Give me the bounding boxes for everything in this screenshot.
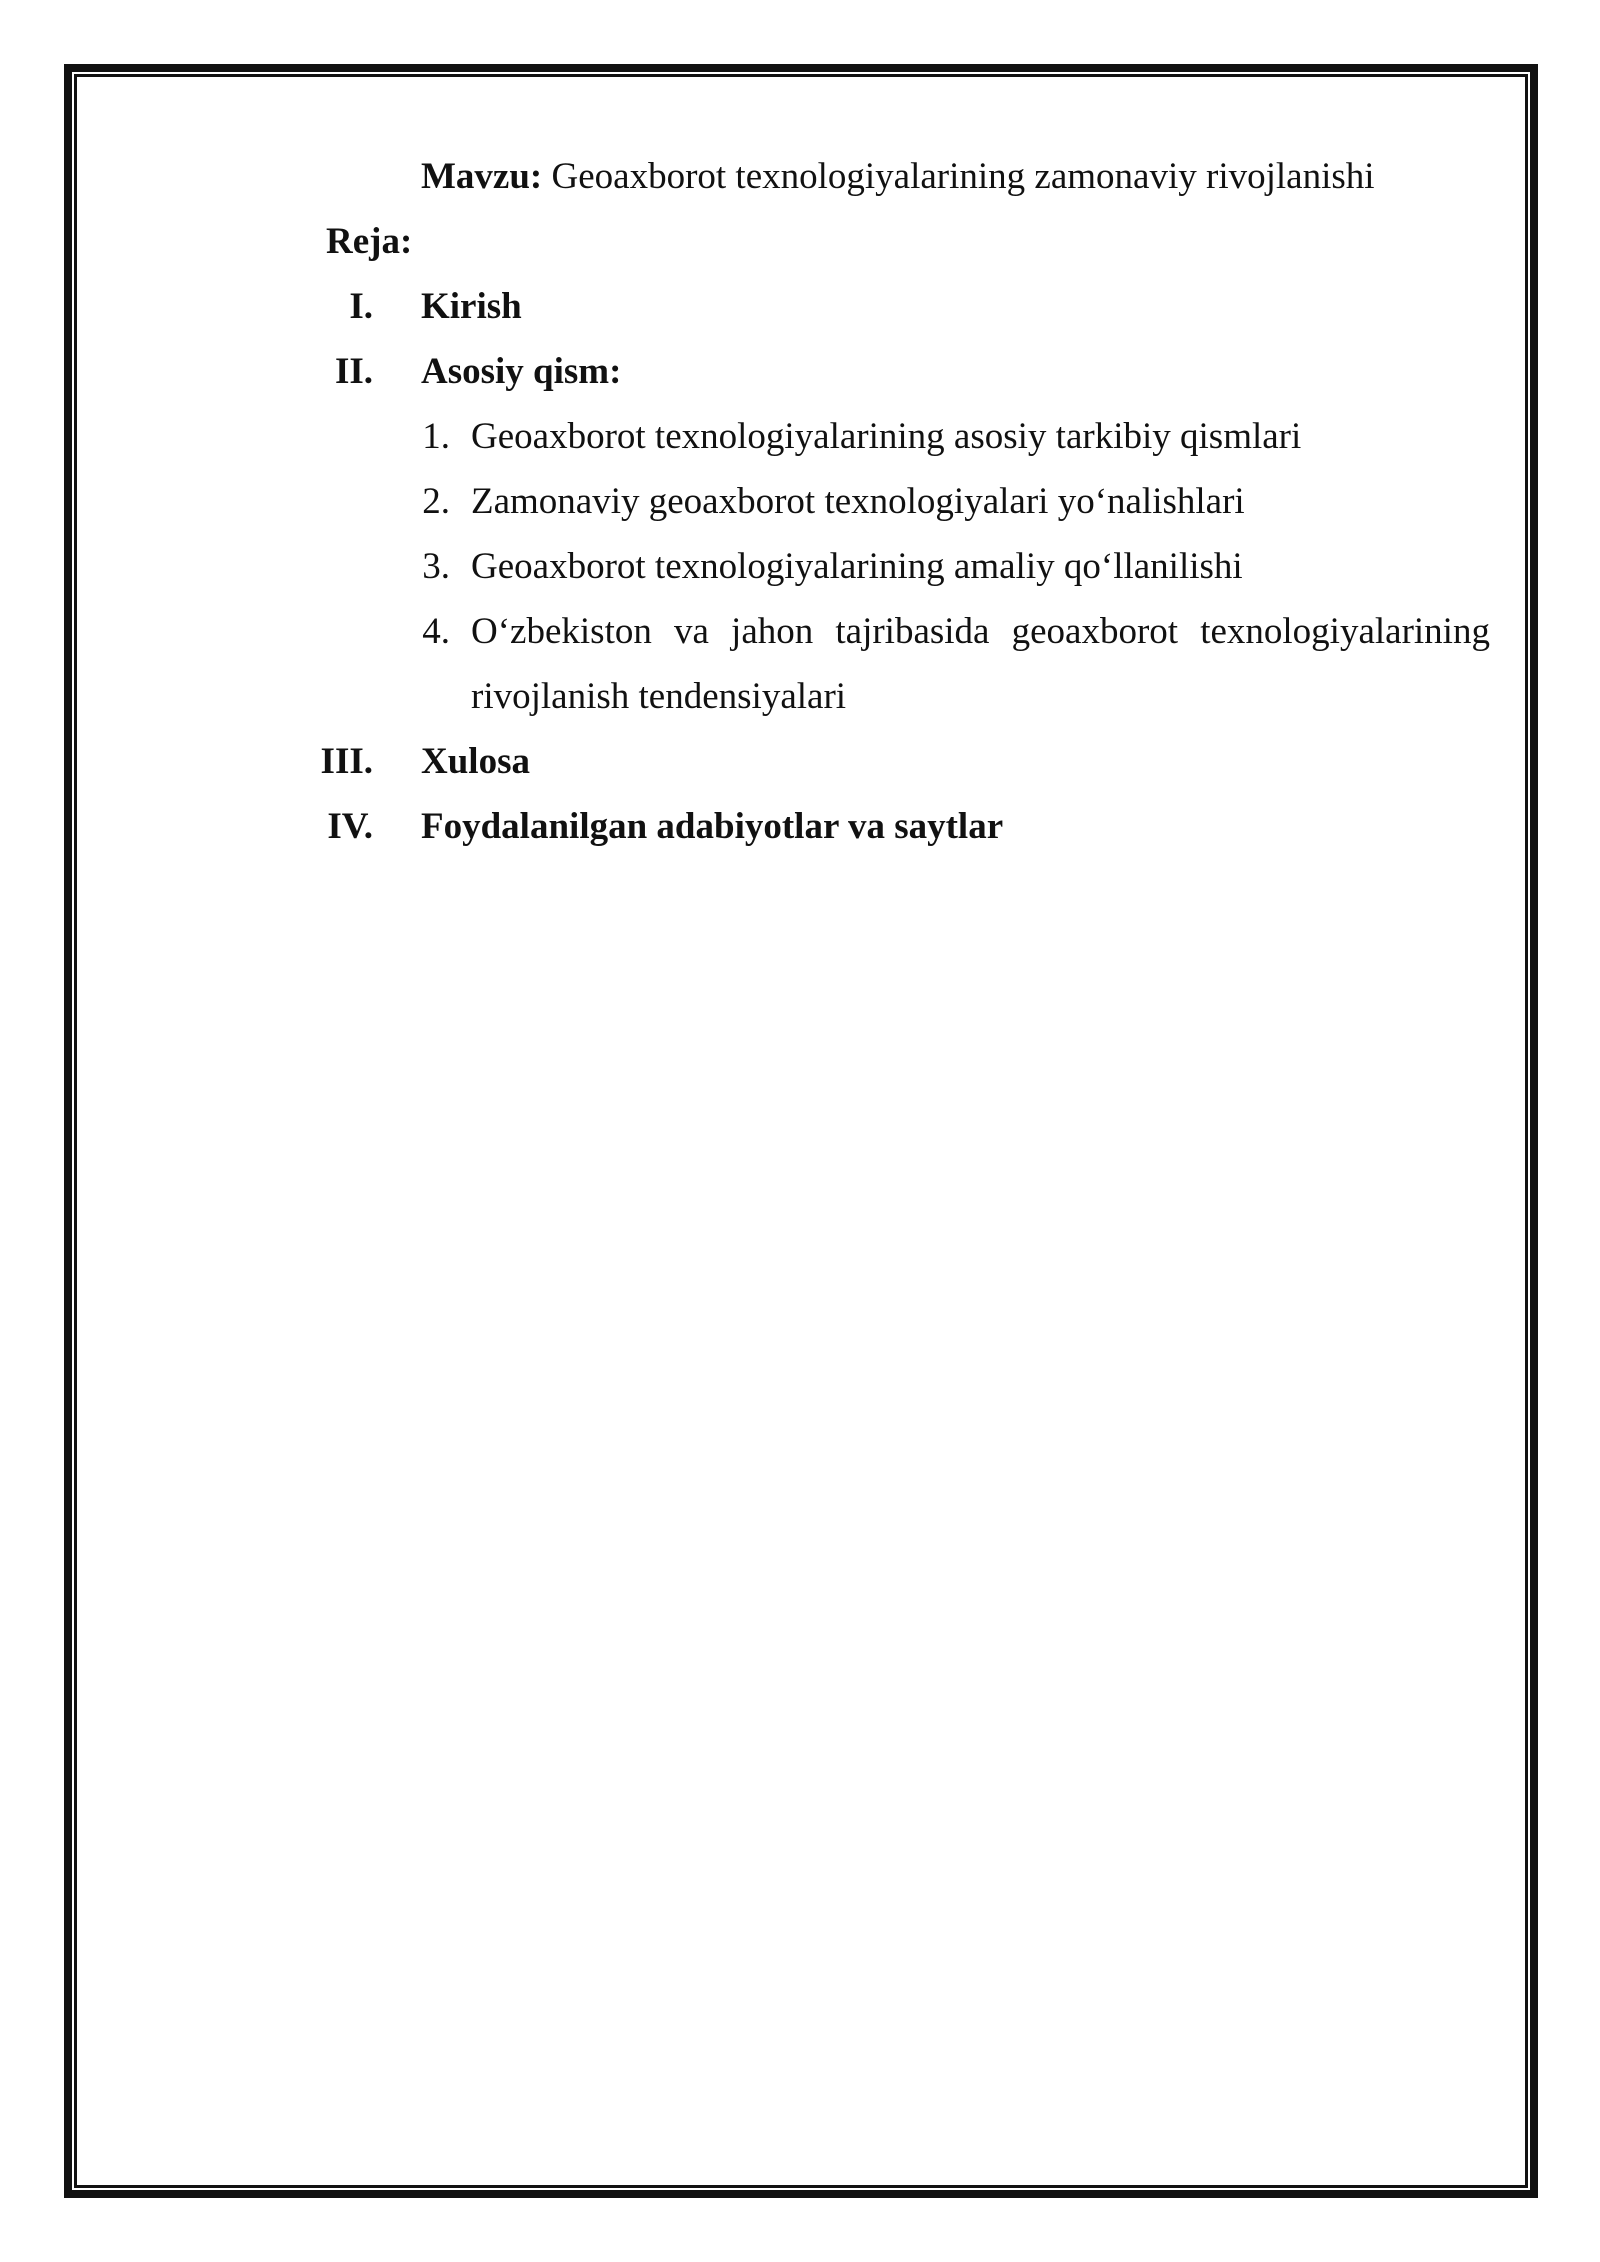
- subsection-word: geoaxborot: [1011, 611, 1179, 652]
- topic-label: Mavzu:: [421, 156, 543, 197]
- subsection-text-justified: [471, 613, 1490, 650]
- subsection-word: jahon: [731, 611, 814, 652]
- section-numeral: IV.: [327, 806, 373, 847]
- subsection-number: 3.: [422, 546, 450, 587]
- section-numeral: III.: [320, 741, 373, 782]
- plan-label: Reja:: [326, 221, 413, 262]
- section-numeral: II.: [334, 351, 373, 392]
- subsection-text: Zamonaviy geoaxborot texnologiyalari yo‘nalishlari: [471, 481, 1245, 522]
- subsection-text-continuation: rivojlanish tendensiyalari: [471, 676, 847, 717]
- topic-line: [421, 158, 1375, 195]
- subsection-number: 1.: [422, 416, 450, 457]
- subsection-text: Geoaxborot texnologiyalarining amaliy qo‘llanilishi: [471, 546, 1243, 587]
- section-title: Kirish: [421, 286, 522, 327]
- section-title: Xulosa: [421, 741, 530, 782]
- subsection-text: Geoaxborot texnologiyalarining asosiy tarkibiy qismlari: [471, 416, 1302, 457]
- subsection-word: texnologiyalarining: [1200, 611, 1490, 652]
- subsection-number: 2.: [422, 481, 450, 522]
- section-title: Foydalanilgan adabiyotlar va saytlar: [421, 806, 1004, 847]
- section-title: Asosiy qism:: [421, 351, 622, 392]
- section-numeral: I.: [349, 286, 373, 327]
- topic-text: Geoaxborot texnologiyalarining zamonaviy rivojlanishi: [551, 156, 1375, 197]
- subsection-word: tajribasida: [835, 611, 990, 652]
- subsection-word: va: [673, 611, 709, 652]
- subsection-word: O‘zbekiston: [471, 611, 652, 652]
- subsection-number: 4.: [422, 611, 450, 652]
